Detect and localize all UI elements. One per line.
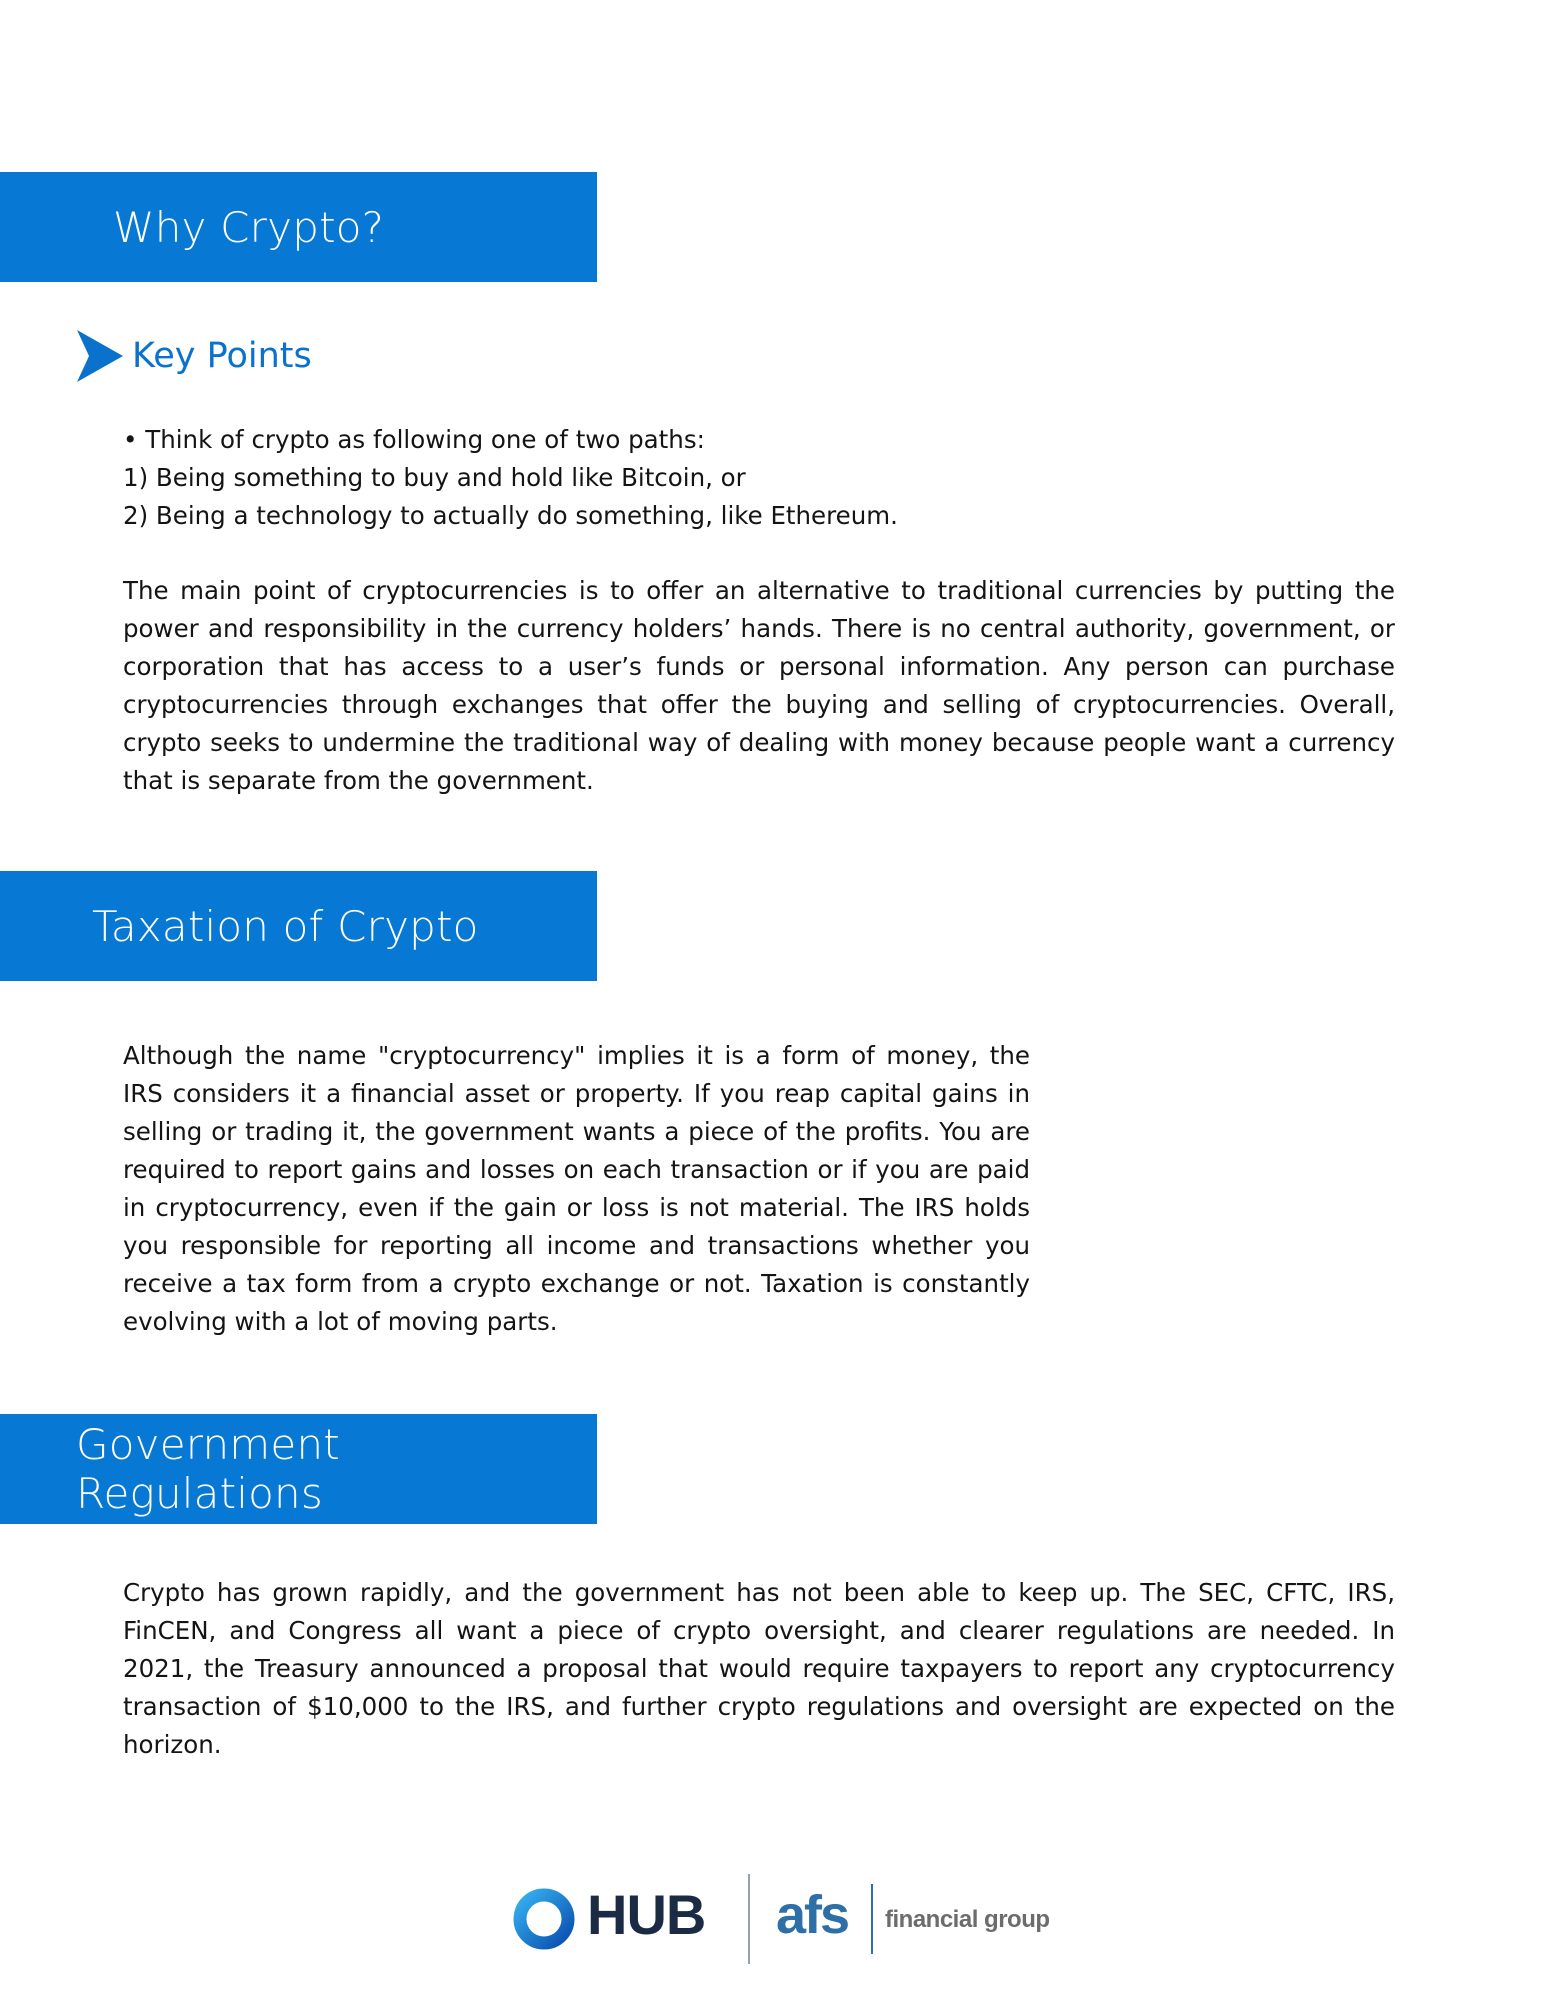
list-item: 2) Being a technology to actually do something, like Ethereum.	[123, 501, 898, 530]
list-item: • Think of crypto as following one of two paths:	[123, 425, 705, 454]
why-crypto-paragraph: The main point of cryptocurrencies is to offer an alternative to traditional currencies by putting the power and responsibility in the currency holders’ hands. There is no central authority, government, or corporation that has access to a user’s funds or personal information. Any person can purchase cryptocurrencies through exchanges that offer the buying and selling of cryptocurrencies. Overall, crypto seeks to undermine the traditional way of dealing with money because people want a currency that is separate from the government.	[123, 576, 1395, 795]
section-title: Why Crypto?	[113, 202, 385, 252]
hub-logo: HUB	[587, 1883, 706, 1946]
footer-logos	[505, 1872, 1065, 1972]
section-title: Government Regulations	[76, 1420, 340, 1518]
taxation-paragraph: Although the name "cryptocurrency" implies it is a form of money, the IRS considers it a financial asset or property. If you reap capital gains in selling or trading it, the government wants a piece of the profits. You are required to report gains and losses on each transaction or if you are paid in cryptocurrency, even if the gain or loss is not material. The IRS holds you responsible for reporting all income and transactions whether you receive a tax form from a crypto exchange or not. Taxation is constantly evolving with a lot of moving parts.	[123, 1041, 1030, 1336]
key-points-label: Key Points	[132, 336, 312, 376]
section-banner-regulations	[0, 1414, 597, 1524]
section-title: Taxation of Crypto	[92, 901, 479, 951]
section-banner-taxation	[0, 871, 597, 981]
logo-divider	[748, 1874, 750, 1964]
key-points-heading	[75, 328, 312, 384]
afs-tagline: financial group	[885, 1906, 1050, 1933]
list-item: 1) Being something to buy and hold like Bitcoin, or	[123, 463, 746, 492]
afs-divider	[871, 1884, 873, 1954]
arrow-right-icon	[75, 328, 125, 384]
key-points-list	[123, 421, 1403, 535]
regulations-paragraph: Crypto has grown rapidly, and the government has not been able to keep up. The SEC, CFTC, IRS, FinCEN, and Congress all want a piece of crypto oversight, and clearer regulations are needed. In 2021, the Treasury announced a proposal that would require taxpayers to report any cryptocurrency transaction of $10,000 to the IRS, and further crypto regulations and oversight are expected on the horizon.	[123, 1578, 1395, 1759]
afs-logo: afs	[776, 1885, 849, 1945]
section-banner-why-crypto	[0, 172, 597, 282]
hub-ring-icon	[512, 1887, 576, 1951]
